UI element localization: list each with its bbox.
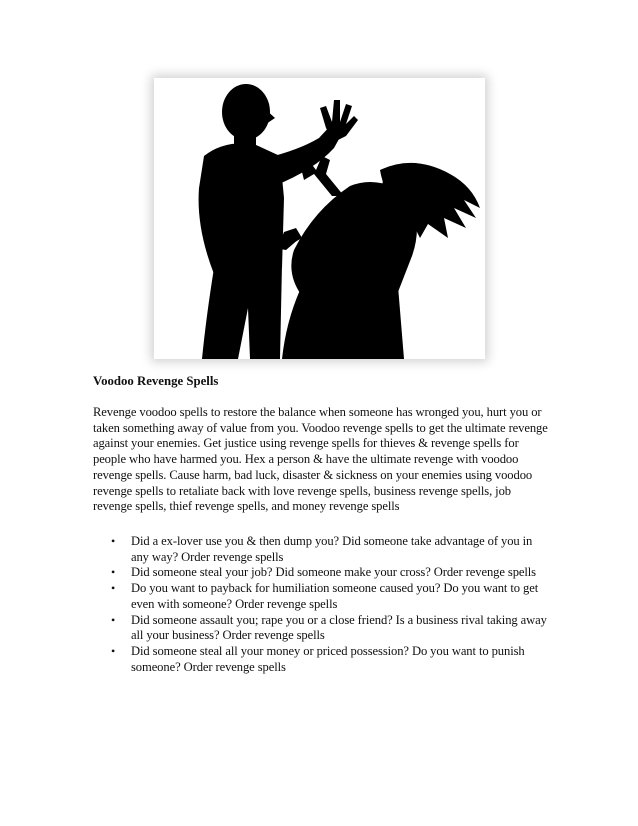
list-item: [93, 534, 548, 565]
silhouette-illustration: [154, 78, 485, 359]
list-item-text: Did a ex-lover use you & then dump you? Did someone take advantage of you in any way? Order revenge spells: [131, 534, 533, 564]
body-paragraph: Revenge voodoo spells to restore the balance when someone has wronged you, hurt you or taken something away of value from you. Voodoo revenge spells to get the ultimate revenge against your enemies. Get justice using revenge spells for thieves & revenge spells for people who have harmed you. Hex a person & have the ultimate revenge with voodoo revenge spells. Cause harm, bad luck, disaster & sickness on your enemies using voodoo revenge spells to retaliate back with love revenge spells, business revenge spells, job revenge spells, thief revenge spells, and money revenge spells: [93, 405, 548, 514]
bullet-icon: •: [111, 581, 116, 596]
list-item-text: Do you want to payback for humiliation someone caused you? Do you want to get even with someone? Order revenge spells: [131, 581, 539, 611]
bullet-icon: •: [111, 534, 116, 548]
list-item: [93, 613, 548, 644]
list-item: [93, 581, 548, 612]
list-item-text: Did someone assault you; rape you or a close friend? Is a business rival taking away all your business? Order revenge spells: [131, 612, 547, 643]
bullet-icon: •: [111, 565, 116, 580]
list-item-text: Did someone steal all your money or priced possession? Do you want to punish someone? Order revenge spells: [131, 643, 525, 674]
bullet-icon: •: [111, 612, 116, 627]
document-title: Voodoo Revenge Spells: [93, 374, 219, 388]
list-item-text: Did someone steal your job? Did someone make your cross? Order revenge spells: [131, 565, 536, 580]
bullet-list: [93, 534, 548, 675]
list-item: [93, 565, 548, 581]
list-item: [93, 644, 548, 675]
illustration-frame: [154, 78, 485, 359]
bullet-icon: •: [111, 643, 116, 658]
woman-silhouette: [280, 156, 480, 359]
